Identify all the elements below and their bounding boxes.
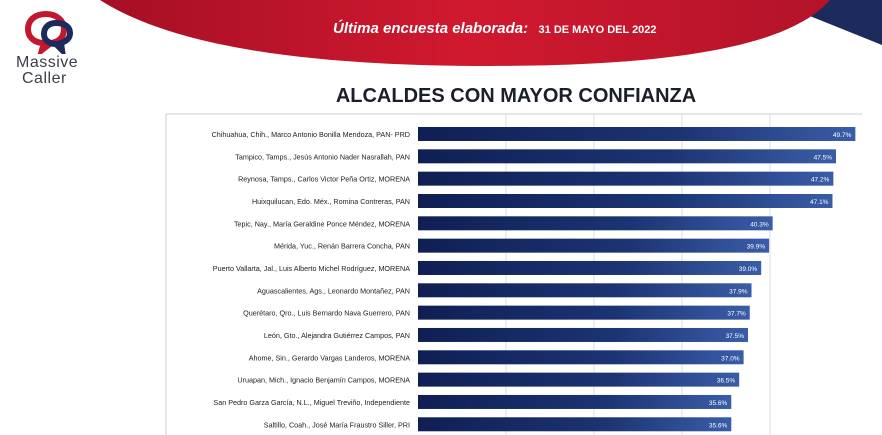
survey-date-banner (333, 20, 657, 38)
bar (418, 328, 748, 342)
bar (418, 172, 833, 186)
category-label: Aguascalientes, Ags., Leonardo Montañez, PAN (257, 286, 410, 296)
chart-title: ALCALDES CON MAYOR CONFIANZA (335, 85, 697, 107)
category-label: Tampico, Tamps., Jesús Antonio Nader Nasrallah, PAN (235, 152, 410, 162)
logo-text-caller: Caller (22, 70, 67, 87)
bar (418, 261, 761, 275)
bar (418, 283, 752, 297)
logo-text-massive: Massive (16, 54, 79, 71)
category-label: Ahome, Sin., Gerardo Vargas Landeros, MORENA (248, 353, 410, 363)
bar (418, 127, 855, 141)
category-label: Querétaro, Qro., Luis Bernardo Nava Guerrero, PAN (243, 308, 410, 318)
category-label: Tepic, Nay., María Geraldine Ponce Méndez, MORENA (233, 219, 410, 229)
category-label: San Pedro Garza García, N.L., Miguel Treviño, Independiente (213, 397, 410, 407)
category-label: Mérida, Yuc., Renán Barrera Concha, PAN (274, 241, 410, 251)
value-label: 37.5% (725, 332, 744, 340)
category-label: Reynosa, Tamps., Carlos Victor Peña Ortiz, MORENA (238, 174, 410, 184)
bar (418, 306, 750, 320)
bar (418, 149, 836, 163)
bar (418, 350, 744, 364)
bar (418, 373, 739, 387)
chat-bubble-logo-icon (24, 10, 76, 54)
category-label: Huixquilucan, Edo. Méx., Romina Contreras, PAN (251, 196, 410, 206)
header-banner (0, 0, 882, 80)
bar (418, 395, 731, 409)
category-label: León, Gto., Alejandra Gutiérrez Campos, PAN (263, 330, 410, 340)
bar (418, 216, 773, 230)
value-label: 37.7% (727, 310, 746, 318)
value-label: 39.9% (746, 243, 766, 251)
survey-label: Última encuesta elaborada: (333, 20, 529, 37)
value-label: 39.0% (738, 265, 758, 273)
bar (418, 239, 769, 253)
bar (418, 417, 731, 431)
value-label: 40.3% (750, 221, 769, 229)
value-label: 49.7% (832, 132, 852, 139)
value-label: 36.5% (716, 377, 736, 385)
bar-chart (0, 113, 882, 435)
logo (14, 10, 94, 85)
value-label: 35.6% (708, 422, 728, 430)
category-label: Puerto Vallarta, Jal., Luis Alberto Michel Rodríguez, MORENA (212, 263, 410, 273)
category-label: Uruapan, Mich., Ignacio Benjamín Campos, MORENA (237, 375, 410, 385)
bar (418, 194, 832, 208)
value-label: 35.6% (708, 399, 728, 407)
value-label: 47.2% (810, 176, 830, 184)
value-label: 37.0% (721, 355, 740, 363)
value-label: 47.1% (810, 198, 829, 206)
value-label: 47.5% (813, 154, 832, 162)
category-label: Chihuahua, Chih., Marco Antonio Bonilla Mendoza, PAN- PRD (211, 130, 410, 139)
category-label: Saltillo, Coah., José María Fraustro Siller, PRI (263, 420, 410, 430)
value-label: 37.9% (729, 288, 748, 296)
survey-date: 31 DE MAYO DEL 2022 (538, 24, 657, 36)
